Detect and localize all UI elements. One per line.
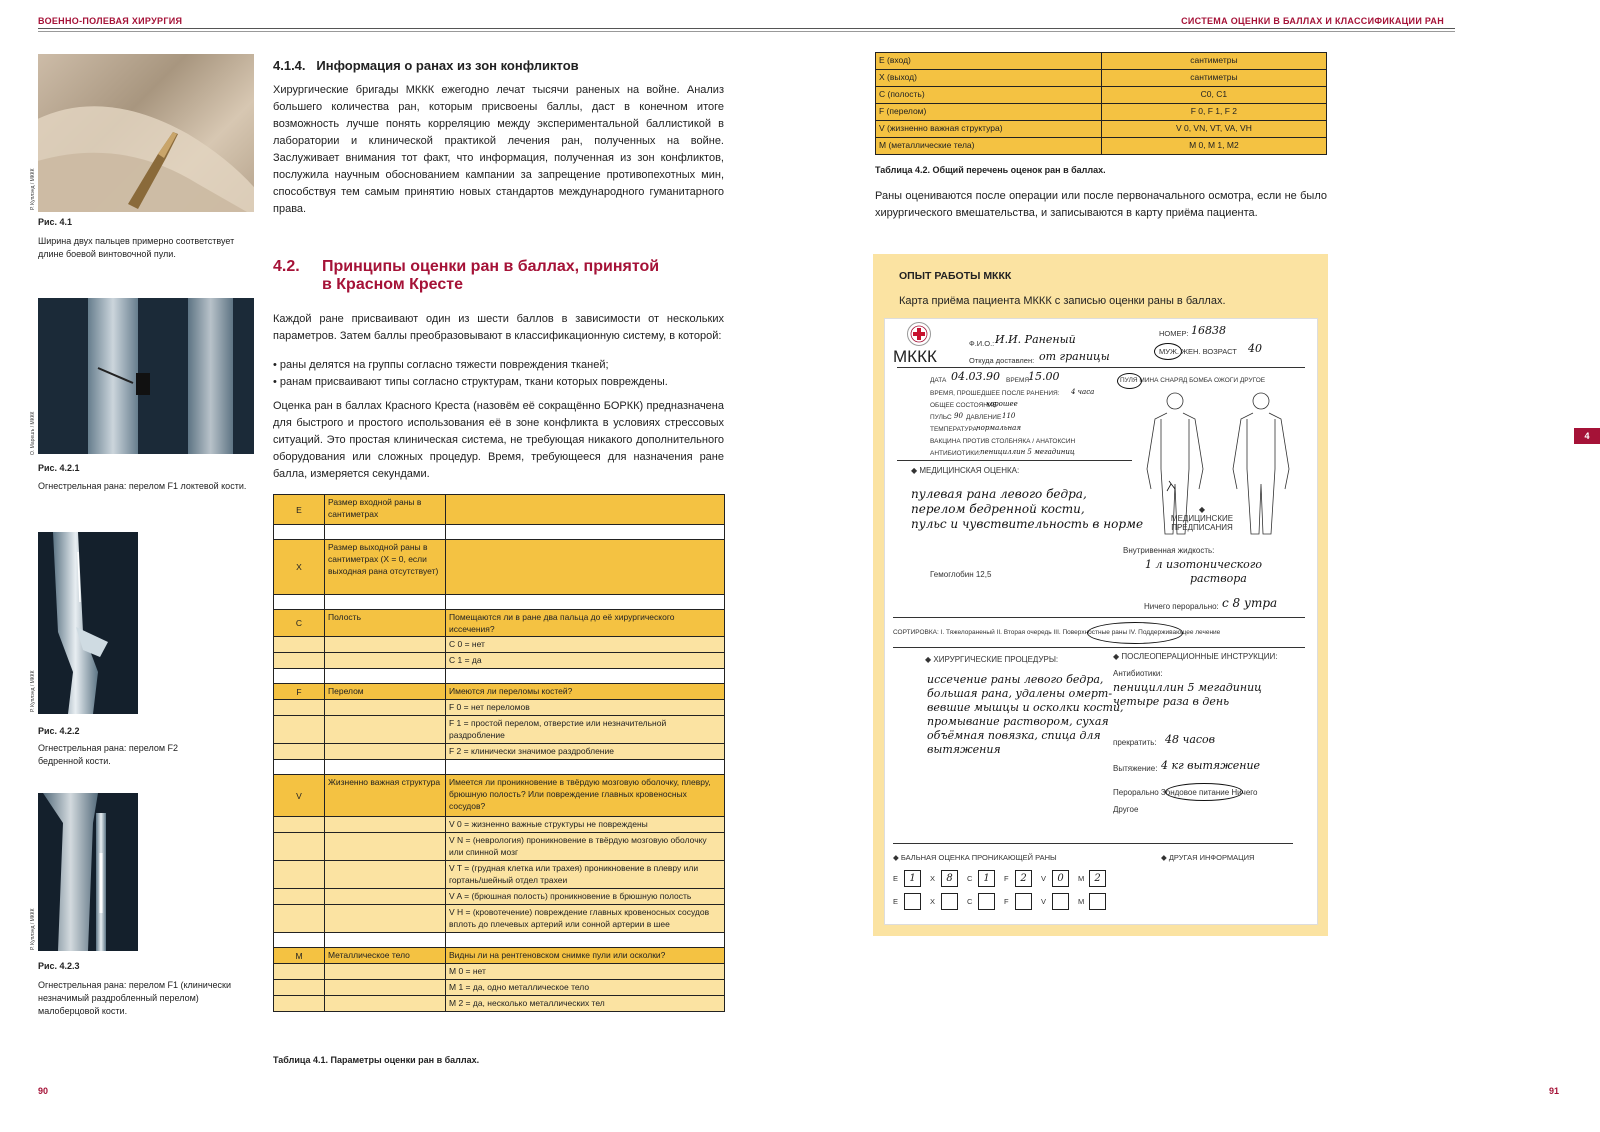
table-cell: Жизненно важная структура: [325, 775, 446, 817]
date-label: ДАТА: [930, 377, 947, 384]
figure-4-2-3-credit: Р. Куплэнд / МККК: [30, 908, 36, 950]
table-cell: [325, 905, 446, 933]
table-cell: E: [274, 495, 325, 525]
section-4-2-title-line1: Принципы оценки ран в баллах, принятой: [322, 258, 660, 275]
table-cell: [446, 760, 725, 775]
figure-4-2-1-caption: Огнестрельная рана: перелом F1 локтевой кости.: [38, 481, 247, 491]
table-cell: [274, 964, 325, 980]
table-cell: [274, 669, 325, 684]
table-cell: [325, 744, 446, 760]
table-row: [274, 495, 725, 525]
antibiotics-value: пенициллин 5 мегадиниц: [980, 448, 1075, 456]
score-letter: V: [1041, 897, 1047, 906]
table-cell: M 1 = да, одно металлическое тело: [446, 980, 725, 996]
table-row: [274, 684, 725, 700]
figure-4-2-2-xray: [38, 532, 138, 714]
table-cell: [325, 760, 446, 775]
table-row: [274, 980, 725, 996]
from-value: от границы: [1039, 350, 1110, 363]
weapon-circle: [1117, 373, 1142, 389]
score-letter: E: [893, 897, 899, 906]
table-cell: M 2 = да, несколько металлических тел: [446, 996, 725, 1012]
table-cell: V H = (кровотечение) повреждение главных кровеносных сосудов вплоть до плечевых артерий или сонной артерии в шее: [446, 905, 725, 933]
chapter-tab: 4: [1574, 428, 1600, 444]
table-row: [274, 833, 725, 861]
score-box: [1052, 893, 1069, 910]
table-cell: [274, 595, 325, 610]
surgical-line: иссечение раны левого бедра,: [927, 673, 1104, 686]
table-cell: Размер входной раны в сантиметрах: [325, 495, 446, 525]
table-row: [274, 595, 725, 610]
table-cell: [325, 817, 446, 833]
table-cell: V (жизненно важная структура): [876, 121, 1102, 138]
table-cell: [446, 525, 725, 540]
figure-4-2-1-credit: О. Марешъ / МККК: [30, 411, 36, 455]
table-cell: [274, 653, 325, 669]
date-value: 04.03.90: [951, 370, 1000, 383]
table-cell: M 0 = нет: [446, 964, 725, 980]
score-letter: M: [1078, 897, 1085, 906]
medical-line: перелом бедренной кости,: [911, 502, 1085, 516]
table-cell: [325, 595, 446, 610]
table-cell: [325, 996, 446, 1012]
number-label: НОМЕР:: [1159, 329, 1189, 338]
temp-label: ТЕМПЕРАТУРА: [930, 426, 977, 433]
state-value: хорошее: [986, 400, 1018, 408]
table-row: [274, 525, 725, 540]
table-cell: Видны ли на рентгеновском снимке пули или осколки?: [446, 948, 725, 964]
temp-value: нормальная: [976, 424, 1021, 432]
table-cell: [325, 861, 446, 889]
table-row: [876, 121, 1327, 138]
state-label: ОБЩЕЕ СОСТОЯНИЕ: [930, 402, 997, 409]
table-cell: E (вход): [876, 53, 1102, 70]
pressure-label: ДАВЛЕНИЕ: [966, 414, 1002, 421]
figure-4-2-3-title: Рис. 4.2.3: [38, 961, 80, 971]
table-cell: F 2 = клинически значимое раздробление: [446, 744, 725, 760]
table-4-1-caption: Таблица 4.1. Параметры оценки ран в баллах.: [273, 1055, 480, 1065]
score-letter: C: [967, 897, 973, 906]
org-name: МККК: [893, 347, 937, 366]
score-letter: C: [967, 874, 973, 883]
table-4-2-caption: Таблица 4.2. Общий перечень оценок ран в баллах.: [875, 165, 1106, 175]
iv-label: Внутривенная жидкость:: [1123, 546, 1215, 555]
figure-4-2-3-caption: Огнестрельная рана: перелом F1 (клинически незначимый раздробленный перелом) малоберцовой кости.: [38, 980, 231, 1016]
hemoglobin: Гемоглобин 12,5: [930, 570, 992, 579]
table-row: [876, 70, 1327, 87]
iv-line: раствора: [1190, 572, 1247, 585]
table-cell: F: [274, 684, 325, 700]
table-cell: [274, 817, 325, 833]
table-cell: X (выход): [876, 70, 1102, 87]
bullet-item: • раны делятся на группы согласно тяжести повреждения тканей;: [273, 359, 609, 371]
oral-circle: [1165, 783, 1243, 801]
medical-assessment-label: ◆ МЕДИЦИНСКАЯ ОЦЕНКА:: [911, 466, 1020, 475]
table-cell: M: [274, 948, 325, 964]
score-label: ◆ БАЛЬНАЯ ОЦЕНКА ПРОНИКАЮЩЕЙ РАНЫ: [893, 853, 1057, 862]
figure-4-2-2-title: Рис. 4.2.2: [38, 726, 80, 736]
table-row: [274, 760, 725, 775]
table-cell: V 0, VN, VT, VA, VH: [1101, 121, 1326, 138]
table-cell: [325, 669, 446, 684]
stop-value: 48 часов: [1165, 733, 1216, 746]
table-row: [274, 744, 725, 760]
medical-line: пульс и чувствительность в норме: [911, 517, 1144, 531]
table-cell: V: [274, 775, 325, 817]
medical-line: пулевая рана левого бедра,: [911, 487, 1087, 501]
age-value: 40: [1248, 342, 1262, 355]
table-cell: [446, 933, 725, 948]
table-cell: [274, 980, 325, 996]
table-row: [274, 964, 725, 980]
score-box: [904, 893, 921, 910]
table-cell: [325, 525, 446, 540]
table-cell: V N = (неврология) проникновение в твёрдую мозговую оболочку или спинной мозг: [446, 833, 725, 861]
score-letter: X: [930, 897, 936, 906]
score-box: 1: [904, 870, 921, 887]
table-row: [274, 716, 725, 744]
surgical-line: вевшие мышцы и осколки кости,: [927, 701, 1124, 714]
vaccine-label: ВАКЦИНА ПРОТИВ СТОЛБНЯКА / АНАТОКСИН: [930, 438, 1076, 445]
surgical-label: ◆ ХИРУРГИЧЕСКИЕ ПРОЦЕДУРЫ:: [925, 655, 1059, 664]
table-4-1: [273, 494, 725, 1012]
running-header-right: СИСТЕМА ОЦЕНКИ В БАЛЛАХ И КЛАССИФИКАЦИИ РАН: [1181, 16, 1444, 26]
table-cell: Металлическое тело: [325, 948, 446, 964]
oral-line: Перорально Зондовое питание Ничего: [1113, 788, 1258, 797]
table-row: [274, 861, 725, 889]
table-row: [274, 700, 725, 716]
table-cell: F 0, F 1, F 2: [1101, 104, 1326, 121]
table-cell: C0, C1: [1101, 87, 1326, 104]
section-4-2-intro: Каждой ране присваивают один из шести баллов в зависимости от нескольких параметров. Затем баллы преобразовывают в классификационную систему, в которой:: [273, 313, 724, 342]
pulse-value: 90: [954, 412, 963, 420]
number-value: 16838: [1191, 324, 1226, 337]
other-info-label: ◆ ДРУГАЯ ИНФОРМАЦИЯ: [1161, 853, 1255, 862]
table-row: [274, 637, 725, 653]
fio-value: И.И. Раненый: [995, 333, 1076, 346]
patient-card: [884, 318, 1318, 925]
fio-label: Ф.И.О.:: [969, 339, 995, 348]
table-cell: [274, 833, 325, 861]
table-cell: C 1 = да: [446, 653, 725, 669]
figure-4-1-title: Рис. 4.1: [38, 217, 73, 227]
elapsed-label: ВРЕМЯ, ПРОШЕДШЕЕ ПОСЛЕ РАНЕНИЯ:: [930, 390, 1060, 397]
table-row: [876, 53, 1327, 70]
table-row: [274, 540, 725, 595]
table-cell: [446, 495, 725, 525]
score-box: 0: [1052, 870, 1069, 887]
table-row: [274, 610, 725, 637]
table-cell: Перелом: [325, 684, 446, 700]
table-row: [876, 138, 1327, 155]
table-row: [274, 933, 725, 948]
score-box: 1: [978, 870, 995, 887]
table-row: [876, 104, 1327, 121]
table-cell: [274, 996, 325, 1012]
table-cell: [274, 700, 325, 716]
table-cell: [274, 716, 325, 744]
table-cell: [274, 905, 325, 933]
score-box: 2: [1015, 870, 1032, 887]
right-paragraph: Раны оцениваются после операции или после первоначального осмотра, если не было хирургического вмешательства, и записываются в карту приёма пациента.: [875, 190, 1327, 219]
figure-4-2-1-xray: [38, 298, 254, 454]
table-cell: F 1 = простой перелом, отверстие или незначительной раздробление: [446, 716, 725, 744]
table-cell: C (полость): [876, 87, 1102, 104]
score-letter: M: [1078, 874, 1085, 883]
figure-4-1-caption: Ширина двух пальцев примерно соответствует длине боевой винтовочной пули.: [38, 236, 235, 259]
section-4-2-number: 4.2.: [273, 258, 300, 275]
section-4-1-4-heading: [273, 58, 579, 73]
table-cell: X: [274, 540, 325, 595]
table-cell: [325, 716, 446, 744]
table-cell: сантиметры: [1101, 70, 1326, 87]
page-number-right: 91: [1549, 1086, 1560, 1096]
table-row: [274, 996, 725, 1012]
experience-box-subtitle: Карта приёма пациента МККК с записью оценки раны в баллах.: [899, 295, 1226, 307]
red-cross-logo: [907, 322, 931, 346]
bullet-item: • ранам присваивают типы согласно структурам, ткани которых повреждены.: [273, 376, 668, 388]
table-cell: C 0 = нет: [446, 637, 725, 653]
table-cell: [274, 861, 325, 889]
table-cell: C: [274, 610, 325, 637]
postop-antibiotics-line: пенициллин 5 мегадиниц: [1113, 681, 1262, 694]
experience-box-title: ОПЫТ РАБОТЫ МККК: [899, 270, 1012, 282]
section-4-2-title-line2: в Красном Кресте: [322, 276, 463, 293]
table-cell: [446, 595, 725, 610]
table-cell: [446, 669, 725, 684]
table-cell: V T = (грудная клетка или трахея) проникновение в плевру или гортань/шейный отдел трахеи: [446, 861, 725, 889]
table-cell: V A = (брюшная полость) проникновение в брюшную полость: [446, 889, 725, 905]
time-value: 15.00: [1028, 370, 1060, 383]
stop-label: прекратить:: [1113, 738, 1157, 747]
figure-4-2-3-xray: [38, 793, 138, 951]
score-box: [1089, 893, 1106, 910]
postop-label: ◆ ПОСЛЕОПЕРАЦИОННЫЕ ИНСТРУКЦИИ:: [1113, 652, 1278, 661]
other-label: Другое: [1113, 805, 1139, 814]
traction-label: Вытяжение:: [1113, 764, 1158, 773]
table-cell: Имеется ли проникновение в твёрдую мозговую оболочку, плевру, брюшную полость? Или повреждение главных кровеносных сосудов?: [446, 775, 725, 817]
figure-4-2-1-title: Рис. 4.2.1: [38, 463, 80, 473]
table-cell: [325, 653, 446, 669]
table-cell: [325, 933, 446, 948]
table-cell: [325, 964, 446, 980]
table-row: [274, 905, 725, 933]
sex-age-label: МУЖ. ЖЕН. ВОЗРАСТ: [1159, 347, 1237, 356]
figure-4-2-2-caption: Огнестрельная рана: перелом F2 бедренной кости.: [38, 743, 179, 766]
table-row: [274, 669, 725, 684]
score-box: [1015, 893, 1032, 910]
antibiotics-label: АНТИБИОТИКИ:: [930, 450, 981, 457]
table-cell: Размер выходной раны в сантиметрах (X = 0, если выходная рана отсутствует): [325, 540, 446, 595]
table-cell: [274, 525, 325, 540]
table-row: [876, 87, 1327, 104]
sex-circle: [1154, 343, 1182, 360]
score-letter: F: [1004, 897, 1009, 906]
section-4-1-4-text: Хирургические бригады МККК ежегодно лечат тысячи раненых на войне. Анализ большего количества ран, которым присвоены баллы, даст в конечном итоге возможность лучше понять корреляцию между экспериментальной баллистикой в лаборатории и клинической практикой лечения ран, полученных на войне. Заслуживает внимания тот факт, что информация, полученная из зон конфликтов, послужила научным обоснованием кампании за запрещение противопехотных мин, способствуя тем самым принятию новых стандартов международного гуманитарного права.: [273, 84, 724, 215]
table-4-2: [875, 52, 1327, 155]
table-cell: M (металлические тела): [876, 138, 1102, 155]
table-cell: [274, 760, 325, 775]
table-cell: [274, 933, 325, 948]
pulse-label: ПУЛЬС: [930, 414, 952, 421]
table-cell: [325, 980, 446, 996]
table-cell: Имеются ли переломы костей?: [446, 684, 725, 700]
table-row: [274, 889, 725, 905]
table-cell: [325, 700, 446, 716]
section-title: Информация о ранах из зон конфликтов: [316, 58, 579, 73]
triage-line: СОРТИРОВКА: I. Тяжелораненый II. Вторая очередь III. Поверхностные раны IV. Поддерживающее лечение: [893, 629, 1221, 636]
page-number-left: 90: [38, 1086, 49, 1096]
table-cell: [325, 637, 446, 653]
table-cell: F 0 = нет переломов: [446, 700, 725, 716]
medical-orders-text: МЕДИЦИНСКИЕ ПРЕДПИСАНИЯ: [1170, 514, 1234, 532]
postop-antibiotics-label: Антибиотики:: [1113, 669, 1163, 678]
table-cell: [325, 833, 446, 861]
table-cell: F (перелом): [876, 104, 1102, 121]
surgical-line: большая рана, удалены омерт-: [927, 687, 1113, 700]
weapon-types: ПУЛЯ МИНА СНАРЯД БОМБА ОЖОГИ ДРУГОЕ: [1120, 377, 1266, 384]
figure-4-1-photo: [38, 54, 254, 212]
score-letter: V: [1041, 874, 1047, 883]
table-cell: [325, 889, 446, 905]
score-letter: X: [930, 874, 936, 883]
pressure-value: 110: [1002, 412, 1016, 420]
figure-4-1-credit: Р. Куплэнд / МККК: [30, 168, 36, 210]
nothing-oral-label: Ничего перорально:: [1144, 602, 1219, 611]
postop-antibiotics-line: четыре раза в день: [1113, 695, 1230, 708]
surgical-line: промывание раствором, сухая: [927, 715, 1109, 728]
surgical-line: объёмная повязка, спица для: [927, 729, 1101, 742]
table-row: [274, 817, 725, 833]
score-letter: F: [1004, 874, 1009, 883]
table-cell: M 0, M 1, M2: [1101, 138, 1326, 155]
table-cell: [274, 744, 325, 760]
iv-line: 1 л изотонического: [1145, 558, 1262, 571]
table-cell: [446, 540, 725, 595]
section-number: 4.1.4.: [273, 58, 306, 73]
table-row: [274, 653, 725, 669]
score-letter: E: [893, 874, 899, 883]
time-label: ВРЕМЯ: [1006, 377, 1030, 384]
medical-orders-label: ◆ МЕДИЦИНСКИЕ ПРЕДПИСАНИЯ: [1170, 505, 1234, 532]
table-row: [274, 948, 725, 964]
score-box: 8: [941, 870, 958, 887]
triage-circle: [1087, 622, 1183, 644]
table-cell: [274, 889, 325, 905]
traction-value: 4 кг вытяжение: [1161, 759, 1261, 772]
section-4-2-text: Оценка ран в баллах Красного Креста (назовём её сокращённо БОРКК) предназначена для быстрого и простого использования её в зоне конфликта в условиях стрессовых ситуаций. Это простая клиническая система, не требующая никакого дополнительного оборудования или сложных процедур. Время, требующееся для назначения ране балла, измеряется секундами.: [273, 400, 724, 480]
table-cell: сантиметры: [1101, 53, 1326, 70]
score-box: [941, 893, 958, 910]
running-header-left: ВОЕННО-ПОЛЕВАЯ ХИРУРГИЯ: [38, 16, 183, 26]
score-box: [978, 893, 995, 910]
figure-4-2-2-credit: Р. Куплэнд / МККК: [30, 670, 36, 712]
table-row: [274, 775, 725, 817]
surgical-line: вытяжения: [927, 743, 1001, 756]
table-cell: Помещаются ли в ране два пальца до её хирургического иссечения?: [446, 610, 725, 637]
table-cell: Полость: [325, 610, 446, 637]
score-box: 2: [1089, 870, 1106, 887]
table-cell: [274, 637, 325, 653]
table-cell: V 0 = жизненно важные структуры не повреждены: [446, 817, 725, 833]
elapsed-value: 4 часа: [1071, 388, 1095, 396]
from-label: Откуда доставлен:: [969, 356, 1035, 365]
nothing-oral-value: с 8 утра: [1222, 596, 1278, 610]
